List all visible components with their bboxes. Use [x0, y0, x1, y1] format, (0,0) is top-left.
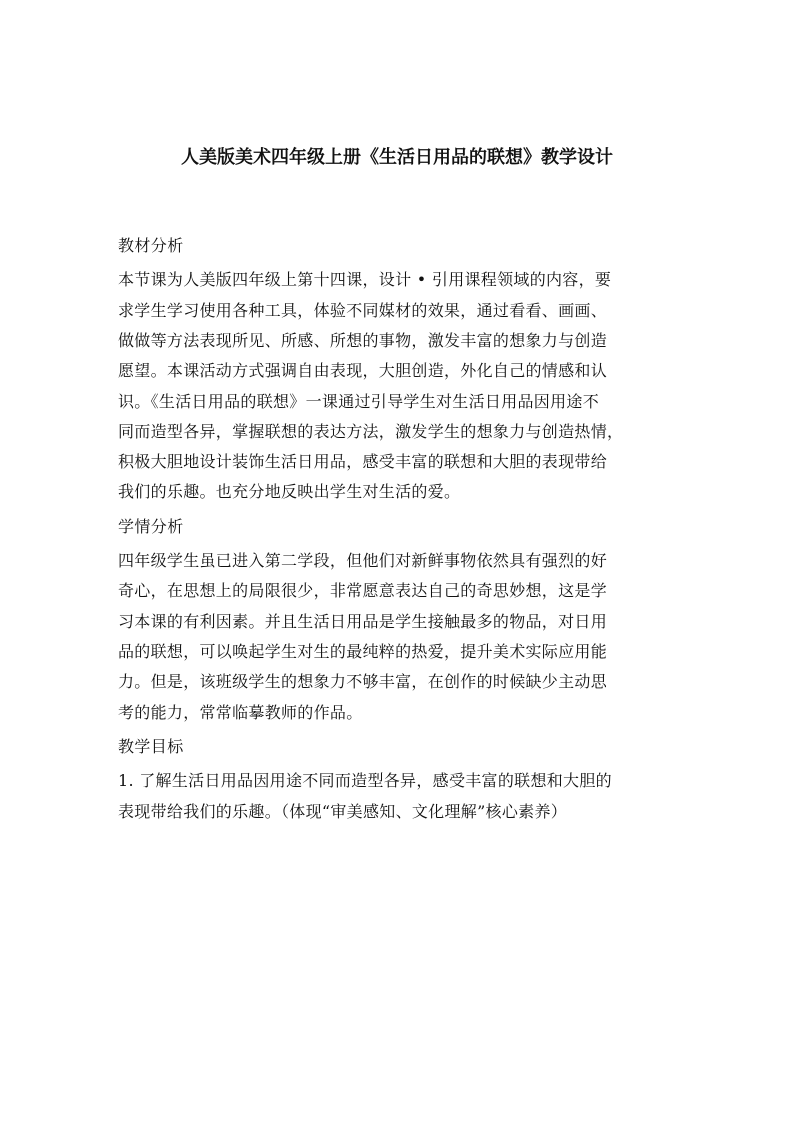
text-line: 1. 了解生活日用品因用途不同而造型各异，感受丰富的联想和大胆的 [118, 771, 612, 791]
text-line: 积极大胆地设计装饰生活日用品，感受丰富的联想和大胆的表现带给 [118, 452, 608, 472]
section-teaching-goals [118, 732, 678, 827]
section-heading: 学情分析 [118, 516, 184, 536]
section-paragraph [118, 546, 678, 728]
document-body [118, 227, 678, 827]
text-line: 奇心，在思想上的局限很少，非常愿意表达自己的奇思妙想，这是学 [118, 581, 608, 601]
text-line: 愿望。本课活动方式强调自由表现，大胆创造，外化自己的情感和认 [118, 361, 608, 381]
section-heading: 教学目标 [118, 736, 184, 756]
text-line: 做做等方法表现所见、所感、所想的事物，激发丰富的想象力与创造 [118, 331, 608, 350]
section-heading: 教材分析 [118, 236, 184, 255]
text-line: 表现带给我们的乐趣。（体现“审美感知、文化理解”核心素养） [118, 801, 568, 821]
section-material-analysis [118, 231, 678, 508]
text-line: 本节课为人美版四年级上第十四课，设计 • 引用课程领域的内容，要 [118, 270, 612, 290]
text-line: 我们的乐趣。也充分地反映出学生对生活的爱。 [118, 482, 461, 502]
text-line: 同而造型各异，掌握联想的表达方法，激发学生的想象力与创造热情， [118, 421, 624, 441]
section-paragraph [118, 766, 678, 827]
text-line: 求学生学习使用各种工具，体验不同媒材的效果，通过看看、画画、 [118, 300, 608, 320]
text-line: 四年级学生虽已进入第二学段，但他们对新鲜事物依然具有强烈的好 [118, 551, 608, 571]
section-student-analysis [118, 512, 678, 728]
text-line: 考的能力，常常临摹教师的作品。 [118, 702, 363, 722]
text-line: 识。《生活日用品的联想》一课通过引导学生对生活日用品因用途不 [118, 391, 600, 411]
document-title: 人美版美术四年级上册《生活日用品的联想》教学设计 [181, 147, 613, 168]
section-paragraph [118, 265, 678, 507]
text-line: 品的联想，可以唤起学生对生的最纯粹的热爱，提升美术实际应用能 [118, 642, 608, 662]
text-line: 力。但是，该班级学生的想象力不够丰富，在创作的时候缺少主动思 [118, 672, 608, 692]
text-line: 习本课的有利因素。并且生活日用品是学生接触最多的物品，对日用 [118, 611, 608, 631]
